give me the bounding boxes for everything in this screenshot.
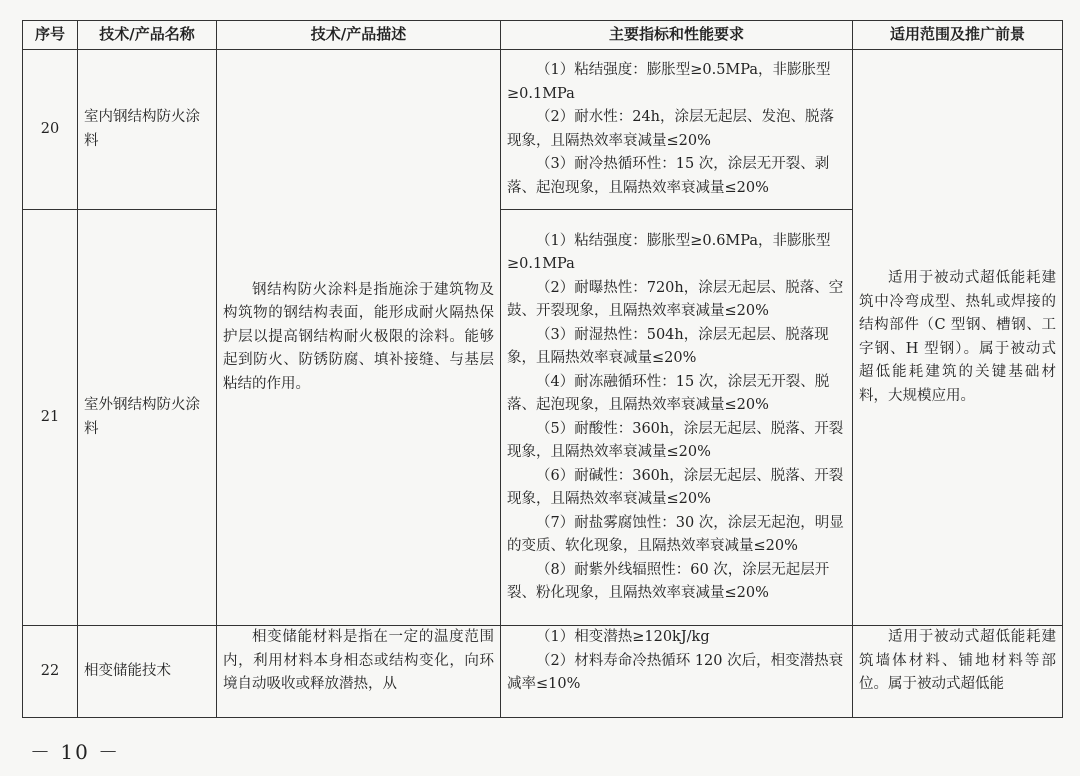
page-number: － 10 － — [30, 740, 121, 764]
requirement-item: （2）耐曝热性：720h，涂层无起层、脱落、空鼓、开裂现象，且隔热效率衰减量≤20% — [507, 279, 844, 319]
header-req: 主要指标和性能要求 — [501, 21, 853, 50]
row-number: 21 — [23, 210, 78, 626]
requirement-item: （1）粘结强度：膨胀型≥0.5MPa，非膨胀型≥0.1MPa — [507, 62, 831, 102]
application-scope: 适用于被动式超低能耗建筑墙体材料、铺地材料等部位。属于被动式超低能 — [853, 626, 1063, 718]
product-name: 室外钢结构防火涂料 — [78, 210, 217, 626]
header-name: 技术/产品名称 — [78, 21, 217, 50]
requirements-cell — [501, 626, 853, 718]
row-number: 20 — [23, 50, 78, 210]
requirement-item: （3）耐冷热循环性：15 次，涂层无开裂、剥落、起泡现象，且隔热效率衰减量≤20% — [507, 156, 830, 196]
requirement-item: （6）耐碱性：360h，涂层无起层、脱落、开裂现象，且隔热效率衰减量≤20% — [507, 467, 844, 507]
row-number: 22 — [23, 626, 78, 718]
product-name: 相变储能技术 — [78, 626, 217, 718]
requirements-cell — [501, 50, 853, 210]
requirement-item: （1）相变潜热≥120kJ/kg — [536, 629, 710, 645]
requirement-item: （2）耐水性：24h，涂层无起层、发泡、脱落现象，且隔热效率衰减量≤20% — [507, 109, 835, 149]
header-desc: 技术/产品描述 — [217, 21, 501, 50]
requirements-cell — [501, 210, 853, 626]
product-description: 钢结构防火涂料是指施涂于建筑物及构筑物的钢结构表面，能形成耐火隔热保护层以提高钢结构耐火极限的涂料。能够起到防火、防锈防腐、填补接缝、与基层粘结的作用。 — [217, 50, 501, 626]
requirement-item: （5）耐酸性：360h，涂层无起层、脱落、开裂现象，且隔热效率衰减量≤20% — [507, 420, 844, 460]
table-row-22 — [23, 626, 1063, 718]
product-description: 相变储能材料是指在一定的温度范围内，利用材料本身相态或结构变化，向环境自动吸收或释放潜热，从 — [217, 626, 501, 718]
product-name: 室内钢结构防火涂料 — [78, 50, 217, 210]
table-header-row — [23, 21, 1063, 50]
standards-table — [22, 20, 1063, 718]
requirement-item: （4）耐冻融循环性：15 次，涂层无开裂、脱落、起泡现象，且隔热效率衰减量≤20% — [507, 373, 830, 413]
requirement-item: （2）材料寿命冷热循环 120 次后，相变潜热衰减率≤10% — [507, 652, 844, 692]
requirement-item: （1）粘结强度：膨胀型≥0.6MPa，非膨胀型≥0.1MPa — [507, 232, 831, 272]
table-row-20 — [23, 50, 1063, 210]
application-scope: 适用于被动式超低能耗建筑中冷弯成型、热轧或焊接的结构部件（C 型钢、槽钢、工字钢、H 型钢）。属于被动式超低能耗建筑的关键基础材料，大规模应用。 — [853, 50, 1063, 626]
requirement-item: （3）耐湿热性：504h，涂层无起层、脱落现象，且隔热效率衰减量≤20% — [507, 326, 829, 366]
requirement-item: （8）耐紫外线辐照性：60 次，涂层无起层开裂、粉化现象，且隔热效率衰减量≤20% — [507, 561, 830, 601]
header-scope: 适用范围及推广前景 — [853, 21, 1063, 50]
requirement-item: （7）耐盐雾腐蚀性：30 次，涂层无起泡，明显的变质、软化现象，且隔热效率衰减量≤20% — [507, 514, 844, 554]
header-seq: 序号 — [23, 21, 78, 50]
